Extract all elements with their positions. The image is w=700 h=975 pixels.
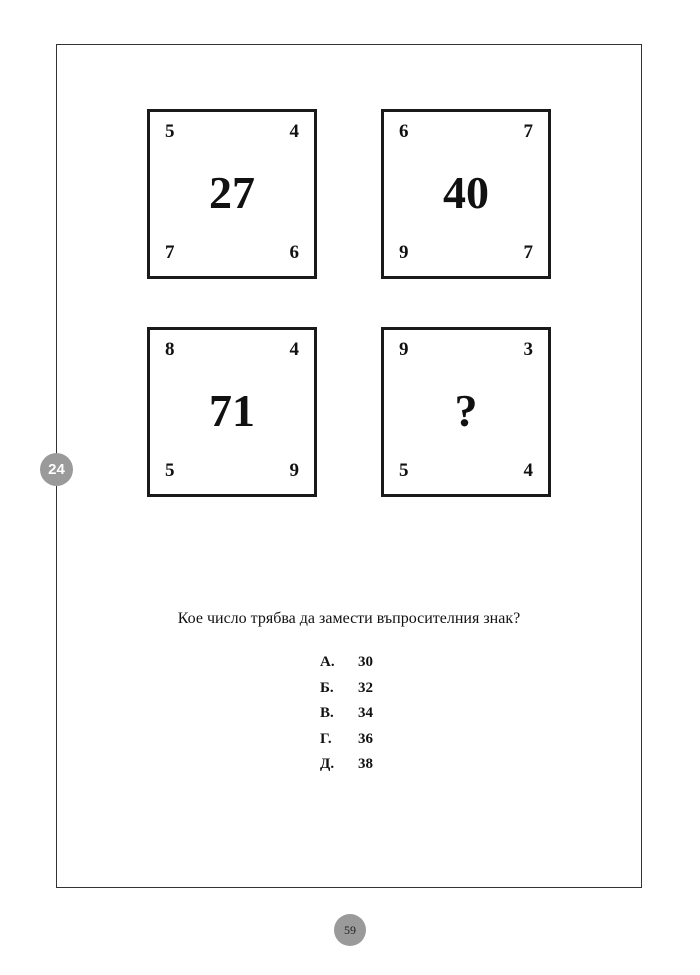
option-letter: Д. [320, 756, 335, 772]
center-number: 71 [209, 385, 255, 436]
option-value: 38 [358, 756, 373, 772]
option-letter: Б. [320, 679, 334, 696]
answer-option-d[interactable] [320, 727, 373, 753]
corner-number: 9 [399, 242, 409, 263]
question-mark: ? [454, 385, 478, 436]
corner-number: 9 [399, 339, 409, 360]
corner-number: 4 [289, 121, 299, 142]
corner-number: 4 [289, 339, 299, 360]
page-number-badge: 59 [334, 914, 366, 946]
option-letter: А. [320, 654, 335, 670]
corner-number: 7 [523, 121, 533, 142]
answer-option-a[interactable] [320, 650, 373, 676]
corner-number: 7 [165, 242, 175, 263]
corner-number: 7 [523, 242, 533, 263]
puzzle-box-3 [147, 327, 317, 497]
option-letter: В. [320, 705, 334, 721]
corner-number: 5 [165, 460, 175, 481]
center-number: 40 [443, 167, 489, 218]
corner-number: 9 [289, 460, 299, 481]
puzzle-number-badge: 24 [40, 453, 73, 486]
center-number: 27 [209, 167, 255, 218]
answer-option-e[interactable] [320, 752, 373, 778]
puzzle-box-4 [381, 327, 551, 497]
question-text: Кое число трябва да замести въпросителния знак? [177, 610, 521, 627]
corner-number: 4 [523, 460, 533, 481]
corner-number: 5 [399, 460, 409, 481]
option-value: 36 [358, 730, 373, 747]
corner-number: 3 [523, 339, 533, 360]
option-value: 30 [358, 654, 373, 670]
corner-number: 6 [289, 242, 299, 263]
answer-option-c[interactable] [320, 701, 373, 727]
corner-number: 6 [399, 121, 409, 142]
answer-options [320, 650, 373, 778]
answer-option-b[interactable] [320, 676, 373, 702]
corner-number: 5 [165, 121, 175, 142]
puzzle-box-1 [147, 109, 317, 279]
option-value: 32 [358, 679, 373, 696]
puzzle-box-2 [381, 109, 551, 279]
option-value: 34 [358, 705, 373, 721]
option-letter: Г. [320, 730, 332, 747]
corner-number: 8 [165, 339, 175, 360]
